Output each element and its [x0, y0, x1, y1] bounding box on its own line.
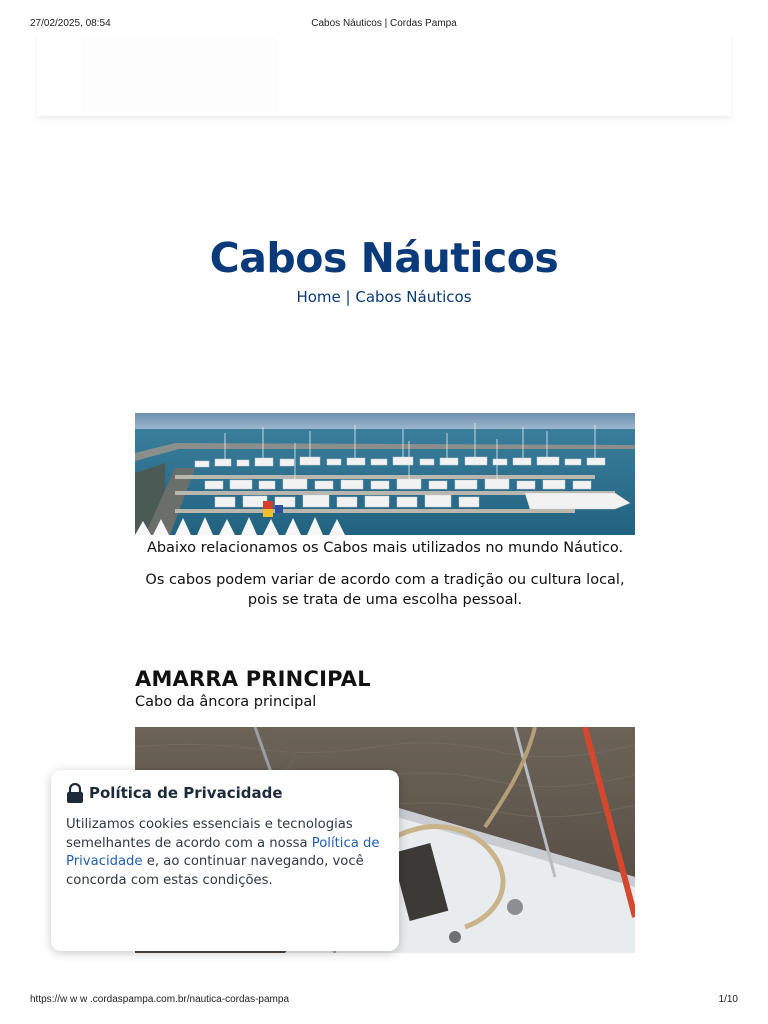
section-title: AMARRA PRINCIPAL: [135, 667, 371, 691]
page-title: Cabos Náuticos: [209, 234, 559, 282]
intro-text: [135, 538, 635, 622]
print-document-title: Cabos Náuticos | Cordas Pampa: [311, 18, 457, 29]
marina-photo: [135, 413, 635, 535]
cookie-consent-card[interactable]: [51, 770, 399, 951]
breadcrumb-separator: |: [340, 288, 356, 306]
cookie-text-after: e, ao continuar navegando, você concorda com estas condições.: [66, 854, 364, 888]
print-datetime: 27/02/2025, 08:54: [30, 18, 111, 29]
breadcrumb: [0, 288, 768, 306]
cookie-text-before: Utilizamos cookies essenciais e tecnologias semelhantes de acordo com a nossa: [66, 817, 353, 851]
breadcrumb-current: Cabos Náuticos: [355, 288, 472, 306]
intro-paragraph-2: Os cabos podem variar de acordo com a tradição ou cultura local, pois se trata de uma escolha pessoal.: [145, 572, 625, 608]
site-logo[interactable]: [81, 36, 277, 112]
cookie-message: [66, 816, 381, 890]
section-subtitle: Cabo da âncora principal: [135, 694, 317, 710]
cookie-title: Política de Privacidade: [89, 784, 283, 802]
privacy-policy-link[interactable]: Política de Privacidade: [66, 835, 380, 869]
cookie-title-row: [66, 783, 283, 803]
lock-icon: [66, 783, 84, 803]
print-page-indicator: 1/10: [718, 994, 738, 1005]
print-header: [0, 18, 768, 32]
print-page-url: https://w w w .cordaspampa.com.br/nautica-cordas-pampa: [30, 994, 289, 1005]
intro-paragraph-1: Abaixo relacionamos os Cabos mais utilizados no mundo Náutico.: [146, 540, 624, 556]
breadcrumb-home-link[interactable]: Home: [296, 288, 341, 306]
print-footer: [0, 994, 768, 1008]
site-header: [37, 34, 731, 116]
